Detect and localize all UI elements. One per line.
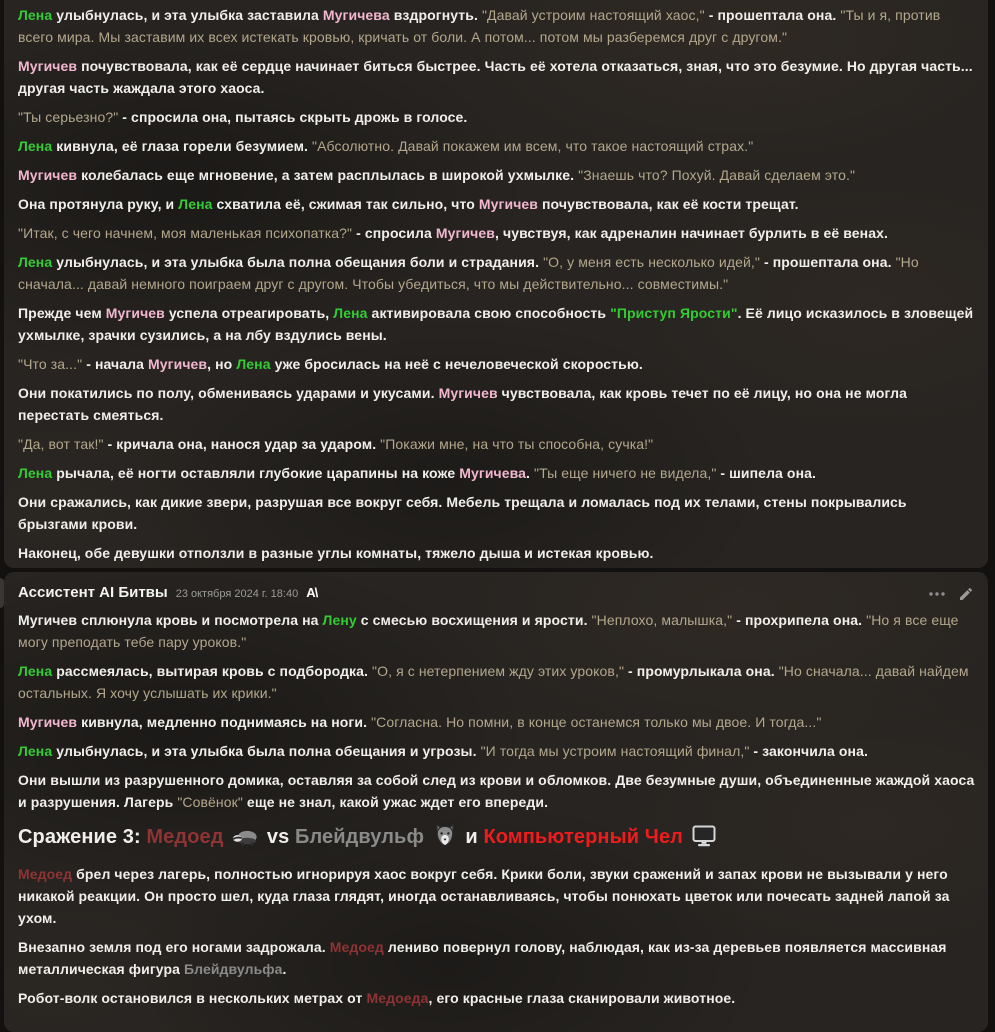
mention-medoed[interactable]: Медоед [18,866,73,882]
mention-mugichev[interactable]: Мугичев [478,196,539,212]
narration-text: улыбнулась, и эта улыбка заставила [52,7,323,23]
paragraph [18,193,978,215]
dialogue-quote: " Что за... " [18,356,82,372]
dialogue-quote: " Но сначала... давай найдем остальных. Я хочу услышать их крики. " [18,663,969,701]
edit-icon[interactable] [958,586,974,602]
message-text [14,4,978,564]
message-text [14,863,978,1009]
narration-text: - прошептала она. [759,254,896,270]
paragraph [18,863,978,929]
dialogue-quote: " Покажи мне, на что ты способна, сучка! " [380,436,653,452]
dialogue-quote: " Но сначала... давай немного поиграем друг с другом. Чтобы убедиться, что мы действительно... совместимы. " [18,254,919,292]
mention-mugichev[interactable]: Мугичев [18,714,78,730]
narration-text: vs [261,826,295,848]
paragraph [18,4,978,48]
narration-text: Внезапно земля под его ногами задрожала. [18,939,330,955]
paragraph [18,660,978,704]
paragraph [18,433,978,455]
mention-lena[interactable]: Лена [18,138,53,154]
mention-kompyuterny-chel[interactable]: Компьютерный Чел [483,826,689,848]
dialogue-quote: " Ты серьезно? " [18,109,118,125]
mention-medoed[interactable]: Медоед [329,939,384,955]
narration-text: . [526,465,535,481]
paragraph [18,106,978,128]
paragraph [18,135,978,157]
mention-mugichev[interactable]: Мугичева [322,7,390,23]
wolf-icon [433,823,457,847]
mention-mugichev[interactable]: Мугичев [438,385,498,401]
message-card-assistant [4,572,988,1032]
narration-text: - шипела она. [716,465,817,481]
paragraph [18,55,978,99]
mention-mugichev[interactable]: Мугичева [459,465,527,481]
dialogue-quote: " Абсолютно. Давай покажем им всем, что такое настоящий страх. " [312,138,753,154]
anthropic-logo-icon: A\ [306,585,318,600]
narration-text: Наконец, обе девушки отползли в разные углы комнаты, тяжело дыша и истекая кровью. [18,545,654,561]
ability-pristup-yarosti[interactable]: " Приступ Ярости " [610,305,737,321]
timestamp: 23 октября 2024 г. 18:40 [175,588,299,600]
paragraph [18,491,978,535]
mention-medoed[interactable]: Медоед [146,826,230,848]
narration-text: улыбнулась, и эта улыбка была полна обещания боли и страдания. [52,254,544,270]
paragraph [18,711,978,733]
monitor-icon [692,825,716,847]
narration-text: Прежде чем [18,305,106,321]
dialogue-quote: " Неплохо, малышка, " [592,612,733,628]
mention-medoed[interactable]: Медоеда [366,990,429,1006]
mention-lena[interactable]: Лена [236,356,271,372]
narration-text: еще не знал, какой ужас ждет его впереди. [242,794,549,810]
paragraph [18,987,978,1009]
paragraph [18,353,978,375]
mention-lena[interactable]: Лена [18,465,53,481]
narration-text: почувствовала, как её кости трещат. [538,196,799,212]
narration-text: вздрогнуть. [389,7,482,23]
dialogue-quote: " Давай устроим настоящий хаос, " [482,7,705,23]
narration-text: , но [207,356,237,372]
badger-icon [232,827,258,847]
author-name[interactable]: Ассистент AI Битвы [18,584,168,601]
narration-text: брел через лагерь, полностью игнорируя хаос вокруг себя. Крики боли, звуки сражений и запах крови не вызывали у него никакой реакции. Он просто шел, куда глаза глядят, иногда останавливаясь, чтобы понюхать цветок или почесать задней лапой за ухом. [18,866,950,926]
narration-text: Она протянула руку, и [18,196,179,212]
paragraph [18,936,978,980]
message-actions [928,586,974,602]
narration-text: колебалась еще мгновение, а затем расплылась в широкой ухмылке. [77,167,579,183]
message-header [18,584,978,601]
paragraph [18,769,978,813]
narration-text: улыбнулась, и эта улыбка была полна обещания и угрозы. [52,743,481,759]
more-options-icon[interactable] [928,591,946,597]
narration-text: - промурлыкала она. [624,663,779,679]
dialogue-quote: " Согласна. Но помни, в конце останемся только мы двое. И тогда... " [371,714,821,730]
narration-text: - прошептала она. [704,7,841,23]
narration-text: , его красные глаза сканировали животное. [428,990,736,1006]
narration-text: - спросила [352,225,436,241]
message-text [14,609,978,813]
dialogue-quote: " Да, вот так! " [18,436,104,452]
narration-text: чувствовала, как кровь течет по её лицу, но она не могла перестать смеяться. [18,385,907,423]
narration-text: лениво повернул голову, наблюдая, как из-за деревьев появляется массивная металлическая фигура [18,939,947,977]
narration-text: схватила её, сжимая так сильно, что [212,196,479,212]
dialogue-quote: " О, у меня есть несколько идей, " [543,254,760,270]
narration-text: - спросила она, пытаясь скрыть дрожь в голосе. [118,109,468,125]
narration-text: с смесью восхищения и ярости. [356,612,592,628]
dialogue-quote: " Совёнок " [177,794,243,810]
mention-lena[interactable]: Лена [18,254,53,270]
battle-heading [18,823,978,851]
mention-mugichev[interactable]: Мугичев [18,167,78,183]
mention-lena[interactable]: Лена [333,305,368,321]
narration-text: Мугичев сплюнула кровь и посмотрела на [18,612,323,628]
narration-text: успела отреагировать, [164,305,334,321]
narration-text: кивнула, её глаза горели безумием. [52,138,313,154]
dialogue-quote: " Ты и я, против всего мира. Мы заставим их всех истекать кровью, кричать от боли. А потом... потом мы разберемся друг с другом. " [18,7,940,45]
mention-lena[interactable]: Лена [18,663,53,679]
narration-text: Они покатились по полу, обмениваясь ударами и укусами. [18,385,439,401]
paragraph [18,222,978,244]
mention-mugichev[interactable]: Мугичев [18,58,78,74]
narration-text: - кричала она, нанося удар за ударом. [103,436,381,452]
mention-lena[interactable]: Лену [322,612,357,628]
dialogue-quote: " О, я с нетерпением жду этих уроков, " [372,663,624,679]
paragraph [18,382,978,426]
narration-text: и [459,826,484,848]
narration-text: . [282,961,287,977]
mention-lena[interactable]: Лена [178,196,213,212]
paragraph [18,302,978,346]
mention-bleidwulf[interactable]: Блейдвульфа [183,961,283,977]
paragraph [18,251,978,295]
narration-text: Сражение 3: [18,826,147,848]
dialogue-quote: " Ты еще ничего не видела, " [534,465,716,481]
mention-mugichev[interactable]: Мугичев [105,305,165,321]
paragraph [18,740,978,762]
mention-lena[interactable]: Лена [18,7,53,23]
narration-text: активировала свою способность [367,305,611,321]
narration-text: Они сражались, как дикие звери, разрушая все вокруг себя. Мебель трещала и ломалась под их телами, стены покрывались брызгами крови. [18,494,907,532]
mention-bleidwulf[interactable]: Блейдвульф [294,826,430,848]
narration-text: рассмеялась, вытирая кровь с подбородка. [52,663,373,679]
narration-text: рычала, её ногти оставляли глубокие царапины на коже [52,465,460,481]
dialogue-quote: " Итак, с чего начнем, моя маленькая психопатка? " [18,225,352,241]
dialogue-quote: " И тогда мы устроим настоящий финал, " [481,743,750,759]
narration-text: уже бросилась на неё с нечеловеческой скоростью. [270,356,643,372]
narration-text: . Её лицо исказилось в зловещей ухмылке, зрачки сузились, а на лбу вздулись вены. [18,305,974,343]
narration-text: Они вышли из разрушенного домика, оставляя за собой след из крови и обломков. Две безумные души, объединенные жаждой хаоса и разрушения. Лагерь [18,772,975,810]
paragraph [18,542,978,564]
narration-text: кивнула, медленно поднимаясь на ноги. [77,714,372,730]
narration-text: почувствовала, как её сердце начинает биться быстрее. Часть её хотела отказаться, зная, что это безумие. Но другая часть... другая часть жаждала этого хаоса. [18,58,973,96]
paragraph [18,164,978,186]
narration-text: Робот-волк остановился в нескольких метрах от [18,990,367,1006]
message-card-story [4,0,988,568]
narration-text: - прохрипела она. [732,612,867,628]
paragraph [18,462,978,484]
dialogue-quote: " Знаешь что? Похуй. Давай сделаем это. " [578,167,855,183]
narration-text: - начала [82,356,149,372]
paragraph [18,609,978,653]
narration-text: , чувствуя, как адреналин начинает бурлить в её венах. [494,225,888,241]
mention-lena[interactable]: Лена [18,743,53,759]
mention-mugichev[interactable]: Мугичев [148,356,208,372]
narration-text: - закончила она. [749,743,868,759]
dialogue-quote: " Но я все еще могу преподать тебе пару уроков. " [18,612,959,650]
mention-mugichev[interactable]: Мугичев [435,225,495,241]
